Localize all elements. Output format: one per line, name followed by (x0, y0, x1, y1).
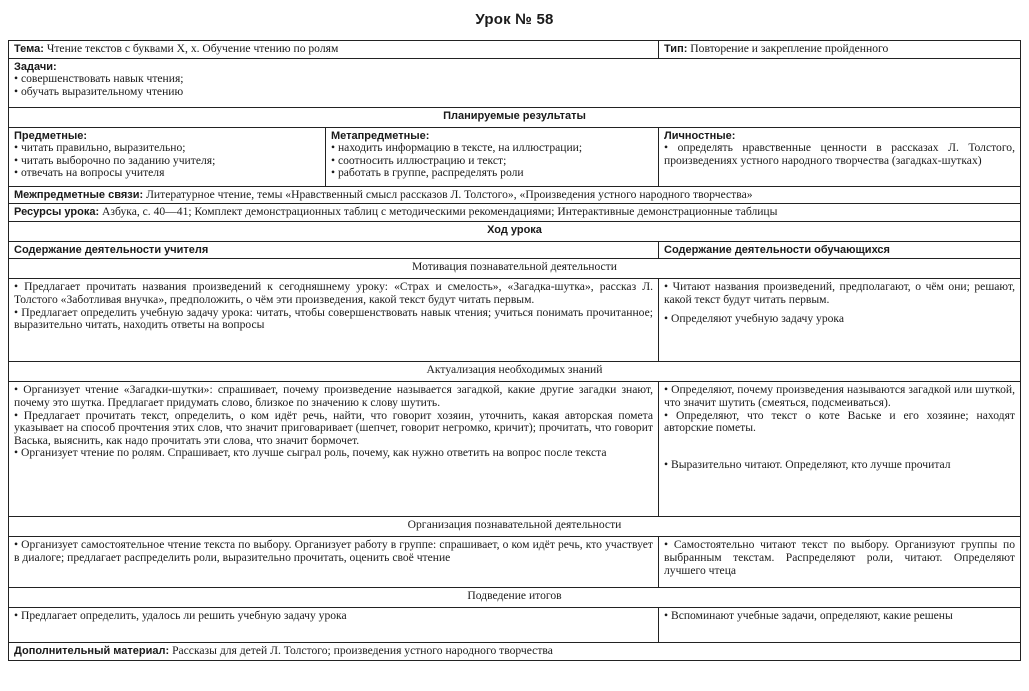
stage-title-row (9, 588, 1021, 608)
stage-content-row (9, 279, 1021, 362)
teacher-activity-item: • Предлагает определить учебную задачу урока: читать, чтобы совершенствовать навык чтения; учиться понимать прочитанное; выразительно читать, находить ответы на вопросы (14, 307, 653, 332)
interdisciplinary-label: Межпредметные связи: (14, 188, 144, 201)
stage-title-row (9, 362, 1021, 382)
stage-title: Организация познавательной деятельности (9, 517, 1021, 537)
subject-results-label: Предметные: (14, 129, 88, 142)
stage-content-row (9, 537, 1021, 588)
stage-title: Мотивация познавательной деятельности (9, 259, 1021, 279)
personal-results-cell (659, 127, 1021, 186)
meta-result-item: • соотносить иллюстрацию и текст; (331, 155, 653, 168)
stage-content-row (9, 608, 1021, 643)
topic-cell (9, 41, 659, 59)
lesson-plan-table (8, 40, 1021, 661)
subject-results-cell (9, 127, 326, 186)
teacher-activity-item: • Предлагает определить, удалось ли решить учебную задачу урока (14, 610, 653, 623)
tasks-cell (9, 58, 1021, 107)
stage-teacher-cell (9, 537, 659, 588)
extra-material-row (9, 643, 1021, 661)
tasks-label: Задачи: (14, 60, 57, 73)
subject-result-item: • читать правильно, выразительно; (14, 142, 320, 155)
student-activity-item: • Определяют, почему произведения называются загадкой или шуткой, что значит шутить (смеяться, подсмеиваться). (664, 384, 1015, 409)
interdisciplinary-value: Литературное чтение, темы «Нравственный смысл рассказов Л. Толстого», «Произведения устного народного творчества» (146, 187, 753, 201)
meta-results-label: Метапредметные: (331, 129, 430, 142)
stage-title: Актуализация необходимых знаний (9, 362, 1021, 382)
subject-result-item: • отвечать на вопросы учителя (14, 167, 320, 180)
course-columns-row (9, 241, 1021, 259)
student-activity-item: • Читают названия произведений, предполагают, о чём они; решают, какой текст будут читать первым. (664, 281, 1015, 306)
task-item: • совершенствовать навык чтения; (14, 73, 1015, 86)
type-label: Тип: (664, 43, 688, 55)
interdisciplinary-row (9, 186, 1021, 204)
stage-student-cell (659, 537, 1021, 588)
stage-title-row (9, 259, 1021, 279)
stage-student-cell (659, 382, 1021, 517)
topic-row (9, 41, 1021, 59)
extra-material-label: Дополнительный материал: (14, 645, 170, 658)
topic-value: Чтение текстов с буквами Х, х. Обучение чтению по ролям (46, 42, 339, 55)
teacher-column-header: Содержание деятельности учителя (9, 241, 659, 259)
stage-teacher-cell (9, 382, 659, 517)
teacher-activity-item: • Организует чтение «Загадки-шутки»: спрашивает, почему произведение называется загадкой, какие другие загадки знают, почему это шутка. Предлагает придумать слово, близкое по значению к слову шутить. (14, 384, 653, 409)
teacher-activity-item: • Предлагает прочитать названия произведений к сегодняшнему уроку: «Страх и смелость», «Загадка-шутка», рассказ Л. Толстого «Заботливая внучка», предположить, о чём эти произведения, какой текст будут читать первым. (14, 281, 653, 306)
teacher-activity-item: • Организует чтение по ролям. Спрашивает, кто лучше сыграл роль, почему, как нужно ответить на вопрос после текста (14, 447, 653, 460)
planned-results-header-row (9, 107, 1021, 127)
stage-content-row (9, 382, 1021, 517)
meta-result-item: • находить информацию в тексте, на иллюстрации; (331, 142, 653, 155)
resources-label: Ресурсы урока: (14, 206, 100, 219)
stage-student-cell (659, 608, 1021, 643)
extra-material-value: Рассказы для детей Л. Толстого; произведения устного народного творчества (172, 644, 553, 658)
stage-student-cell (659, 279, 1021, 362)
student-activity-item: • Вспоминают учебные задачи, определяют, какие решены (664, 610, 1015, 623)
personal-results-label: Личностные: (664, 129, 736, 142)
stage-title: Подведение итогов (9, 588, 1021, 608)
student-activity-item: • Определяют учебную задачу урока (664, 313, 1015, 326)
teacher-activity-item: • Организует самостоятельное чтение текста по выбору. Организует работу в группе: спрашивает, о ком идёт речь, кто участвует в диалоге; предлагает распределить роли, выразительно прочитать, оценить своё чтение (14, 539, 653, 564)
planned-results-row (9, 127, 1021, 186)
topic-label: Тема: (14, 43, 44, 55)
stage-teacher-cell (9, 279, 659, 362)
course-header: Ход урока (9, 221, 1021, 241)
task-item: • обучать выразительному чтению (14, 86, 1015, 99)
teacher-activity-item: • Предлагает прочитать текст, определить, о ком идёт речь, найти, что говорит хозяин, уточнить, какая авторская помета указывает на способ прочтения этих слов, что значит приговаривает (шепчет, говорит негромко, кричит); прочитать, что говорит Васька, выяснить, как надо прочитать эти слова, что значит бормочет. (14, 410, 653, 448)
resources-cell (9, 204, 1021, 222)
type-cell (659, 41, 1021, 59)
resources-value: Азбука, с. 40—41; Комплект демонстрационных таблиц с методическими рекомендациями; Интерактивные демонстрационные таблицы (102, 205, 778, 219)
lesson-title: Урок № 58 (475, 11, 554, 28)
course-header-row (9, 221, 1021, 241)
stage-teacher-cell (9, 608, 659, 643)
subject-result-item: • читать выборочно по заданию учителя; (14, 155, 320, 168)
student-activity-item: • Выразительно читают. Определяют, кто лучше прочитал (664, 459, 1015, 472)
extra-material-cell (9, 643, 1021, 661)
type-value: Повторение и закрепление пройденного (690, 42, 889, 55)
personal-result-item: • определять нравственные ценности в рассказах Л. Толстого, произведениях устного народного творчества (загадках-шутках) (664, 142, 1015, 167)
meta-results-cell (326, 127, 659, 186)
interdisciplinary-cell (9, 186, 1021, 204)
meta-result-item: • работать в группе, распределять роли (331, 167, 653, 180)
student-activity-item: • Самостоятельно читают текст по выбору. Организуют группы по выбранным текстам. Распределяют роли, читают. Определяют лучшего чтеца (664, 539, 1015, 577)
student-column-header: Содержание деятельности обучающихся (659, 241, 1021, 259)
tasks-row (9, 58, 1021, 107)
student-activity-item: • Определяют, что текст о коте Ваське и его хозяине; находят авторские пометы. (664, 410, 1015, 435)
planned-results-header: Планируемые результаты (9, 107, 1021, 127)
resources-row (9, 204, 1021, 222)
stage-title-row (9, 517, 1021, 537)
